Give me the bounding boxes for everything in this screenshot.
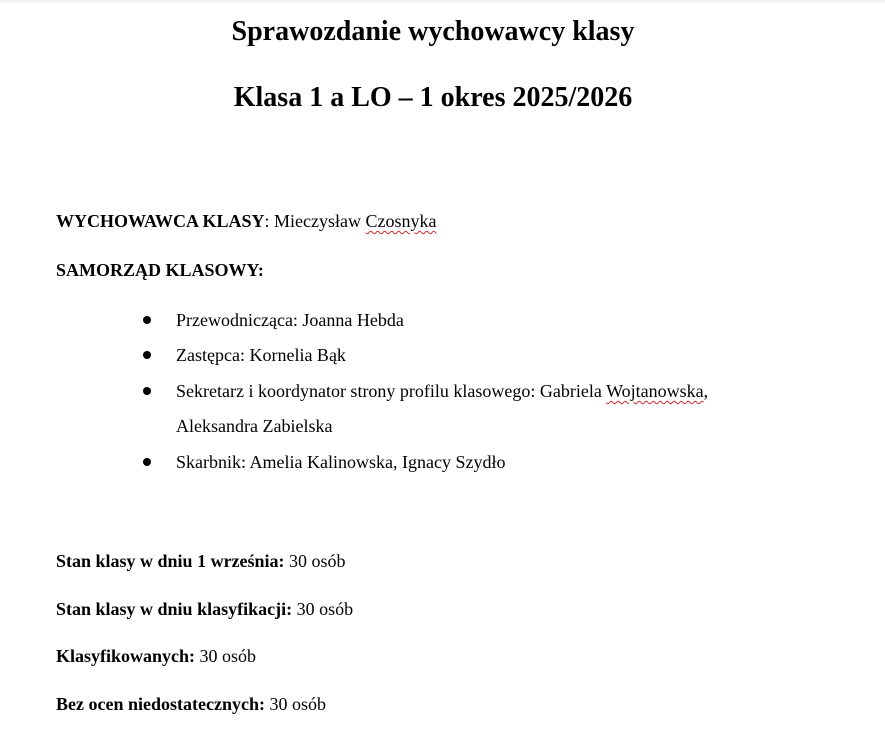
homeroom-teacher-line: [56, 210, 437, 232]
stat-value: 30 osób: [296, 599, 354, 619]
stat-line: [56, 598, 353, 620]
secretary-misspelled-name[interactable]: Wojtanowska: [606, 381, 704, 401]
council-item-secretary: [176, 380, 708, 402]
stat-line: [56, 550, 346, 572]
class-council-heading-text: SAMORZĄD KLASOWY:: [56, 260, 264, 280]
document-title: Sprawozdanie wychowawcy klasy: [231, 16, 635, 47]
page-top-edge: [0, 0, 885, 3]
council-item-secretary-continuation: Aleksandra Zabielska: [176, 416, 333, 436]
homeroom-teacher-last-name[interactable]: Czosnyka: [365, 211, 437, 231]
secretary-text: Sekretarz i koordynator strony profilu klasowego: Gabriela: [176, 381, 607, 401]
bullet-icon: [143, 316, 151, 324]
stat-label: Klasyfikowanych:: [56, 646, 196, 666]
council-item-chair: Przewodnicząca: Joanna Hebda: [176, 310, 404, 330]
document-subtitle: Klasa 1 a LO – 1 okres 2025/2026: [233, 82, 633, 113]
secretary-comma: ,: [703, 381, 709, 401]
stat-line: [56, 645, 256, 667]
council-item-treasurer: Skarbnik: Amelia Kalinowska, Ignacy Szydło: [176, 452, 506, 472]
bullet-icon: [143, 387, 151, 395]
bullet-icon: [143, 458, 151, 466]
council-item-deputy: Zastępca: Kornelia Bąk: [176, 345, 346, 365]
stat-line: [56, 693, 326, 715]
bullet-icon: [143, 351, 151, 359]
stat-value: 30 osób: [269, 694, 326, 714]
class-council-heading: [56, 259, 264, 281]
stat-label: Stan klasy w dniu 1 września:: [56, 551, 285, 571]
stat-label: Stan klasy w dniu klasyfikacji:: [56, 599, 293, 619]
stat-value: 30 osób: [199, 646, 257, 666]
homeroom-teacher-separator: :: [264, 211, 270, 231]
homeroom-teacher-first-name: Mieczysław: [274, 211, 362, 231]
stat-label: Bez ocen niedostatecznych:: [56, 694, 265, 714]
stat-value: 30 osób: [289, 551, 346, 571]
homeroom-teacher-label: WYCHOWAWCA KLASY: [56, 211, 265, 231]
